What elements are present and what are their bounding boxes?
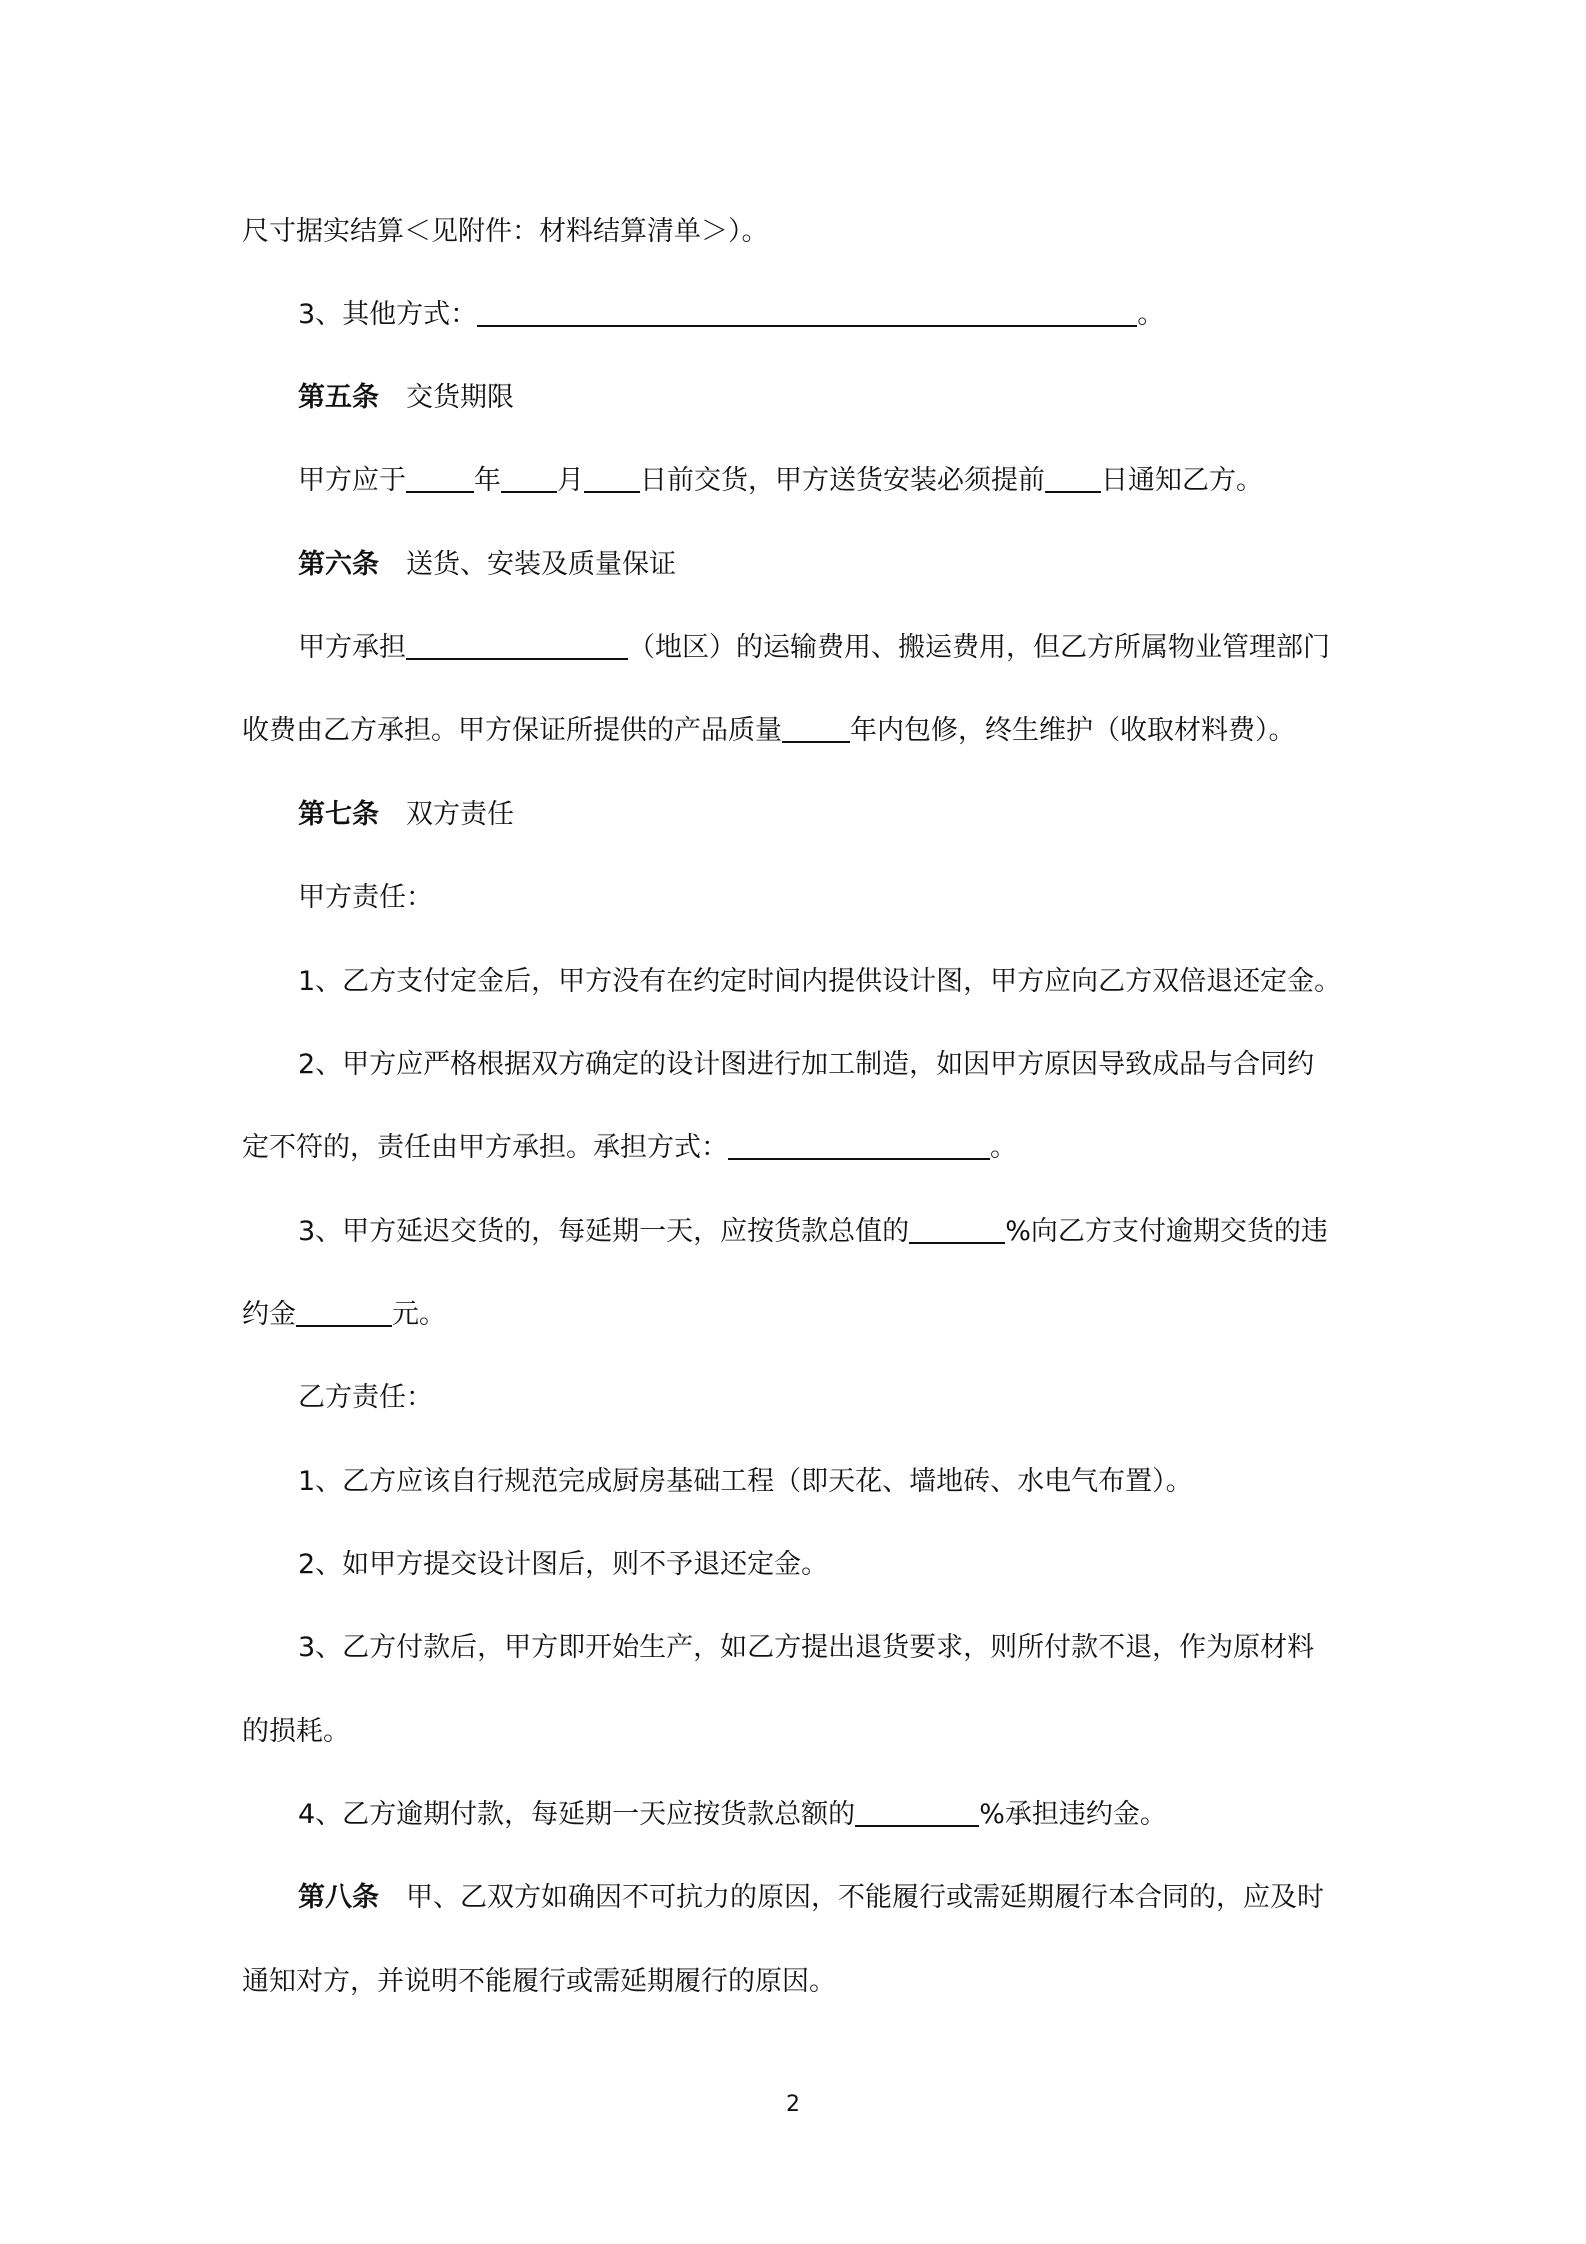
text: 的损耗。 xyxy=(242,1716,350,1747)
text: 4、乙方逾期付款，每延期一天应按货款总额的 xyxy=(298,1799,856,1830)
text: 2、如甲方提交设计图后，则不予退还定金。 xyxy=(298,1549,829,1580)
para-line xyxy=(298,962,1341,1002)
article-heading xyxy=(298,545,676,585)
text: 3、甲方延迟交货的，每延期一天，应按货款总值的 xyxy=(298,1216,910,1247)
article-number: 第七条 xyxy=(298,799,379,830)
para-line xyxy=(298,1628,1314,1668)
para-line xyxy=(242,1712,350,1752)
text: 日前交货，甲方送货安装必须提前 xyxy=(640,465,1045,496)
para-line xyxy=(298,1462,1193,1502)
text: 1、乙方应该自行规范完成厨房基础工程（即天花、墙地砖、水电气布置）。 xyxy=(298,1466,1193,1497)
para-line xyxy=(298,1878,1324,1918)
para-line xyxy=(242,1962,836,2002)
text: 定不符的，责任由甲方承担。承担方式： xyxy=(242,1132,728,1163)
article-number: 第六条 xyxy=(298,549,379,580)
text: %承担违约金。 xyxy=(979,1799,1167,1830)
blank-field[interactable] xyxy=(909,1214,1005,1244)
para-line xyxy=(242,212,769,252)
text: 约金 xyxy=(242,1299,296,1330)
para-line xyxy=(298,1795,1167,1835)
blank-field[interactable] xyxy=(584,463,640,493)
blank-field[interactable] xyxy=(501,463,557,493)
para-line xyxy=(298,1045,1314,1085)
text: 乙方责任： xyxy=(298,1382,433,1413)
text: 2、甲方应严格根据双方确定的设计图进行加工制造，如因甲方原因导致成品与合同约 xyxy=(298,1049,1315,1080)
text: %向乙方支付逾期交货的违 xyxy=(1005,1216,1328,1247)
article-title: 送货、安装及质量保证 xyxy=(406,549,676,580)
blank-field[interactable] xyxy=(406,463,474,493)
para-line xyxy=(298,1545,828,1585)
blank-field[interactable] xyxy=(728,1130,990,1160)
text: （地区）的运输费用、搬运费用，但乙方所属物业管理部门 xyxy=(628,632,1330,663)
page-number: 2 xyxy=(786,2092,800,2117)
text: 甲方承担 xyxy=(298,632,406,663)
blank-field[interactable] xyxy=(855,1797,979,1827)
para-line xyxy=(298,461,1263,501)
text: 年内包修，终生维护（收取材料费）。 xyxy=(850,715,1296,746)
article-heading xyxy=(298,378,514,418)
text: 年 xyxy=(474,465,501,496)
article-number: 第八条 xyxy=(298,1882,379,1913)
article-title: 交货期限 xyxy=(406,382,514,413)
text: 3、其他方式： xyxy=(298,299,478,330)
para-line xyxy=(298,1212,1328,1252)
text: 日通知乙方。 xyxy=(1101,465,1263,496)
blank-field[interactable] xyxy=(477,297,1137,327)
article-title: 双方责任 xyxy=(406,799,514,830)
text: 甲方应于 xyxy=(298,465,406,496)
para-line xyxy=(242,1295,446,1335)
blank-field[interactable] xyxy=(296,1297,392,1327)
text: 月 xyxy=(557,465,584,496)
article-heading xyxy=(298,795,514,835)
text: 尺寸据实结算＜见附件：材料结算清单＞）。 xyxy=(242,216,769,247)
text: 元。 xyxy=(392,1299,446,1330)
blank-field[interactable] xyxy=(1045,463,1101,493)
text: 甲、乙双方如确因不可抗力的原因，不能履行或需延期履行本合同的，应及时 xyxy=(406,1882,1324,1913)
blank-field[interactable] xyxy=(782,713,850,743)
text: 1、乙方支付定金后，甲方没有在约定时间内提供设计图，甲方应向乙方双倍退还定金。 xyxy=(298,966,1342,997)
article-number: 第五条 xyxy=(298,382,379,413)
para-line xyxy=(242,1128,1017,1168)
para-line xyxy=(242,711,1296,751)
text: 3、乙方付款后，甲方即开始生产，如乙方提出退货要求，则所付款不退，作为原材料 xyxy=(298,1632,1315,1663)
para-line xyxy=(298,295,1164,335)
section-title xyxy=(298,1378,433,1418)
text: 。 xyxy=(990,1132,1017,1163)
text: 通知对方，并说明不能履行或需延期履行的原因。 xyxy=(242,1966,836,1997)
text: 。 xyxy=(1137,299,1165,330)
text: 收费由乙方承担。甲方保证所提供的产品质量 xyxy=(242,715,782,746)
blank-field[interactable] xyxy=(406,630,628,660)
text: 甲方责任： xyxy=(298,882,433,913)
section-title xyxy=(298,878,433,918)
para-line xyxy=(298,628,1330,668)
